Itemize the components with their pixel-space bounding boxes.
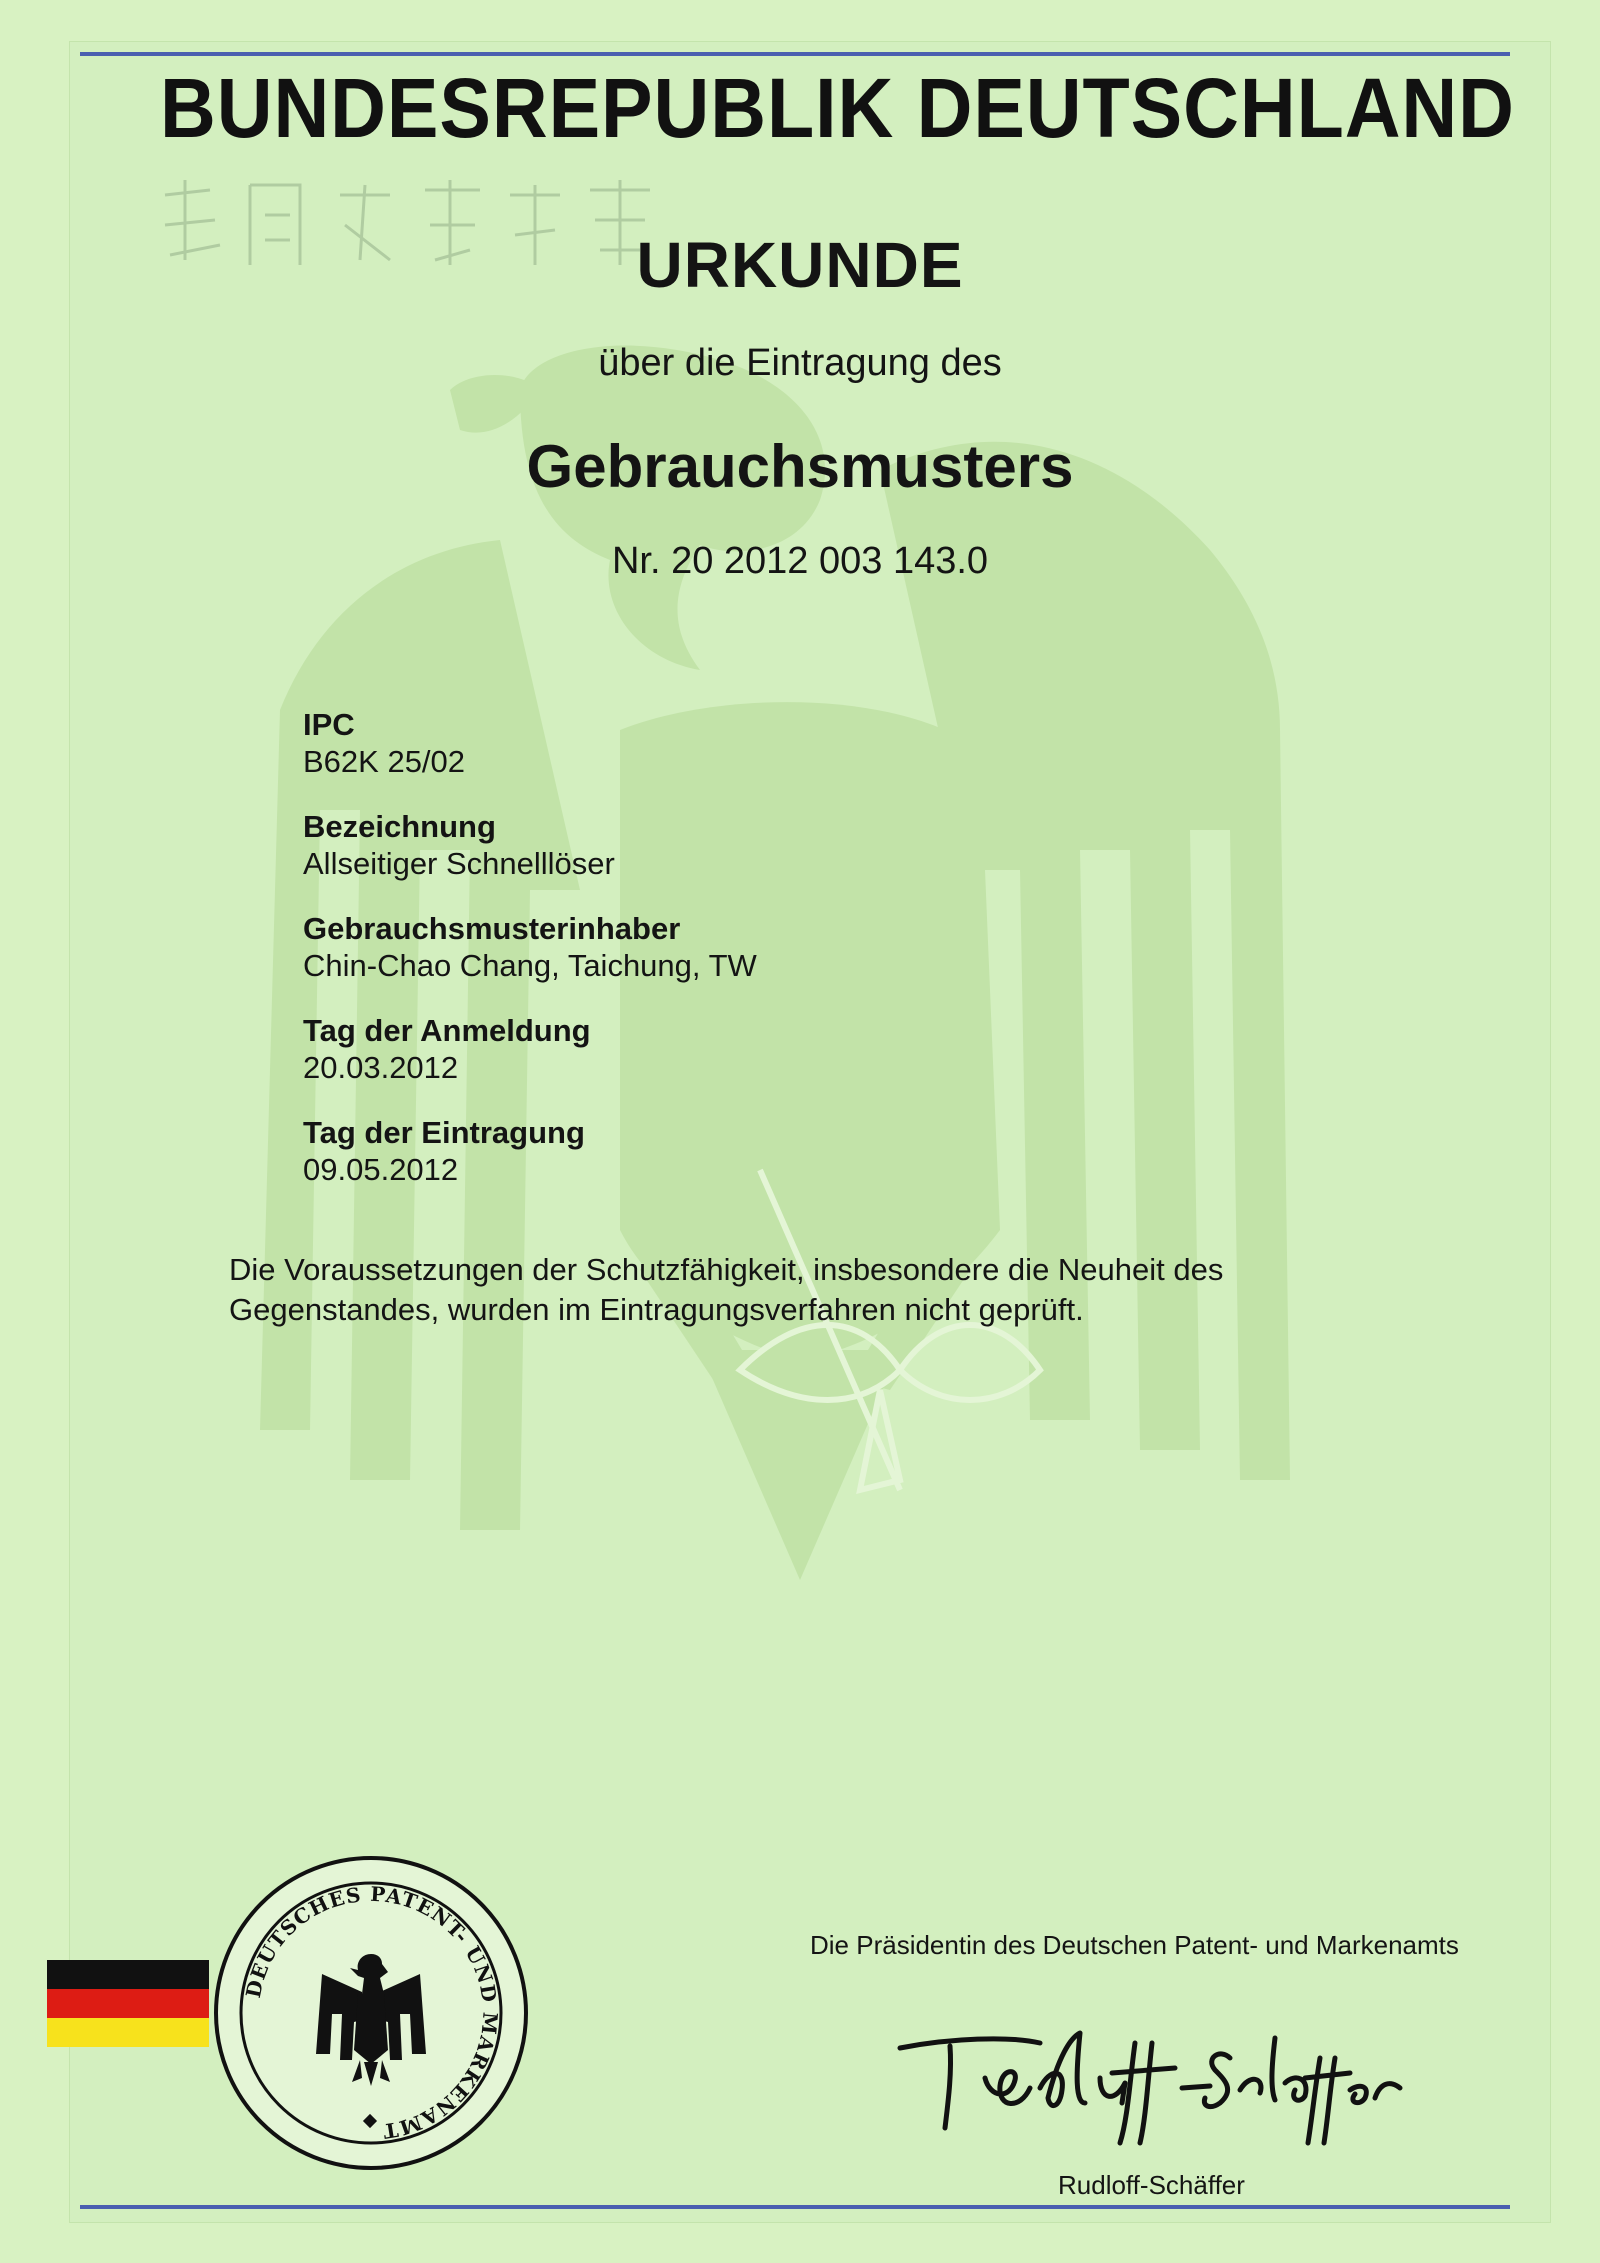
top-border-rule bbox=[80, 52, 1510, 56]
examination-notice bbox=[229, 1250, 1349, 1330]
field-bezeichnung bbox=[303, 808, 757, 882]
field-label: Tag der Anmeldung bbox=[303, 1013, 591, 1048]
seal-text: DEUTSCHES PATENT- UND MARKENAMT bbox=[240, 1881, 503, 2144]
field-anmeldung bbox=[303, 1012, 757, 1086]
country-heading: BUNDESREPUBLIK DEUTSCHLAND bbox=[160, 61, 1515, 155]
signer-name: Rudloff-Schäffer bbox=[1058, 2170, 1245, 2200]
certificate-title: URKUNDE bbox=[636, 229, 964, 301]
field-value: Allseitiger Schnelllöser bbox=[303, 846, 615, 881]
bottom-border-rule bbox=[80, 2205, 1510, 2209]
registration-fields bbox=[303, 706, 757, 1216]
authority-office: Die Präsidentin des Deutschen Patent- und Markenamts bbox=[810, 1930, 1459, 1960]
field-value: B62K 25/02 bbox=[303, 744, 466, 779]
notice-line-1: Die Voraussetzungen der Schutzfähigkeit, insbesondere die Neuheit des bbox=[229, 1252, 1224, 1287]
field-inhaber bbox=[303, 910, 757, 984]
field-label: Gebrauchsmusterinhaber bbox=[303, 911, 681, 946]
field-value: 20.03.2012 bbox=[303, 1050, 459, 1085]
field-ipc bbox=[303, 706, 757, 780]
flag-stripe-black bbox=[47, 1960, 209, 1989]
certificate-type: Gebrauchsmusters bbox=[526, 433, 1074, 500]
flag-stripe-gold bbox=[47, 2018, 209, 2047]
field-value: Chin-Chao Chang, Taichung, TW bbox=[303, 948, 757, 983]
flag-stripe-red bbox=[47, 1989, 209, 2018]
field-eintragung bbox=[303, 1114, 757, 1188]
certificate-subtitle: über die Eintragung des bbox=[598, 342, 1002, 384]
handwritten-signature bbox=[890, 2018, 1410, 2148]
registration-number: Nr. 20 2012 003 143.0 bbox=[611, 540, 989, 582]
field-label: Bezeichnung bbox=[303, 809, 496, 844]
field-label: Tag der Eintragung bbox=[303, 1115, 585, 1150]
field-value: 09.05.2012 bbox=[303, 1152, 459, 1187]
patent-office-seal bbox=[212, 1854, 530, 2172]
notice-line-2: Gegenstandes, wurden im Eintragungsverfahren nicht geprüft. bbox=[229, 1292, 1084, 1327]
field-label: IPC bbox=[303, 707, 355, 742]
